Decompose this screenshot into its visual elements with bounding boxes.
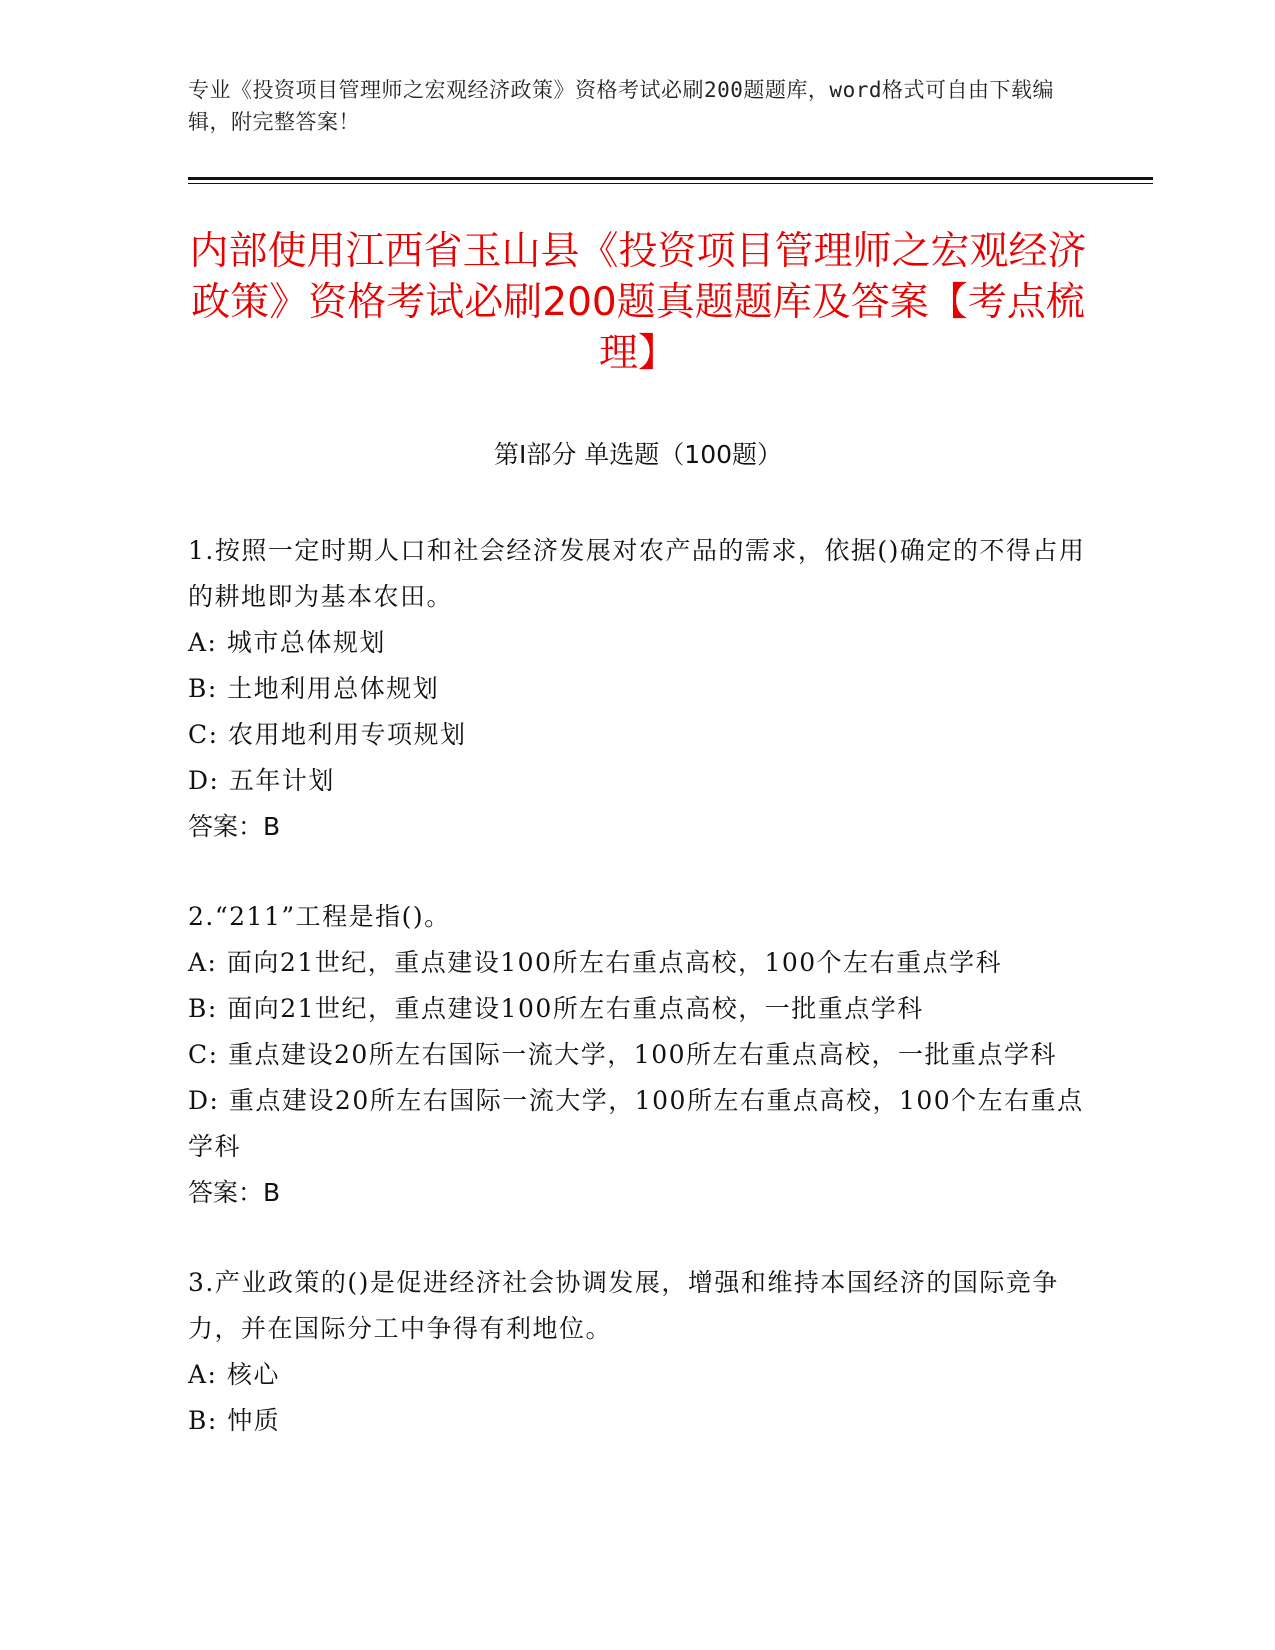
option-b: B: 面向21世纪，重点建设100所左右重点高校，一批重点学科 <box>188 994 924 1023</box>
header-divider-thin <box>188 183 1153 184</box>
answer-label: 答案：B <box>188 1178 281 1207</box>
question-2 <box>188 894 1088 1216</box>
header-note: 专业《投资项目管理师之宏观经济政策》资格考试必刷200题题库，word格式可自由下载编辑，附完整答案！ <box>188 78 1054 134</box>
question-stem: 3.产业政策的()是促进经济社会协调发展，增强和维持本国经济的国际竞争力，并在国际分工中争得有利地位。 <box>188 1268 1059 1343</box>
option-b: B: 忡质 <box>188 1406 281 1435</box>
question-stem: 1.按照一定时期人口和社会经济发展对农产品的需求，依据()确定的不得占用的耕地即为基本农田。 <box>188 536 1086 611</box>
question-list <box>188 528 1088 1488</box>
question-stem: 2.“211”工程是指()。 <box>188 902 451 931</box>
document-title: 内部使用江西省玉山县《投资项目管理师之宏观经济政策》资格考试必刷200题真题题库及答案【考点梳理】 <box>189 229 1087 376</box>
header-divider-thick <box>188 177 1153 180</box>
part-title: 第Ⅰ部分 单选题（100题） <box>493 440 783 469</box>
option-a: A: 面向21世纪，重点建设100所左右重点高校，100个左右重点学科 <box>188 948 1003 977</box>
question-3 <box>188 1260 1088 1444</box>
option-b: B: 土地利用总体规划 <box>188 674 440 703</box>
option-c: C: 重点建设20所左右国际一流大学，100所左右重点高校，一批重点学科 <box>188 1040 1058 1069</box>
answer-label: 答案：B <box>188 812 281 841</box>
option-d: D: 重点建设20所左右国际一流大学，100所左右重点高校，100个左右重点学科 <box>188 1086 1084 1161</box>
question-1 <box>188 528 1088 850</box>
option-a: A: 城市总体规划 <box>188 628 386 657</box>
option-d: D: 五年计划 <box>188 766 335 795</box>
option-a: A: 核心 <box>188 1360 280 1389</box>
option-c: C: 农用地利用专项规划 <box>188 720 467 749</box>
